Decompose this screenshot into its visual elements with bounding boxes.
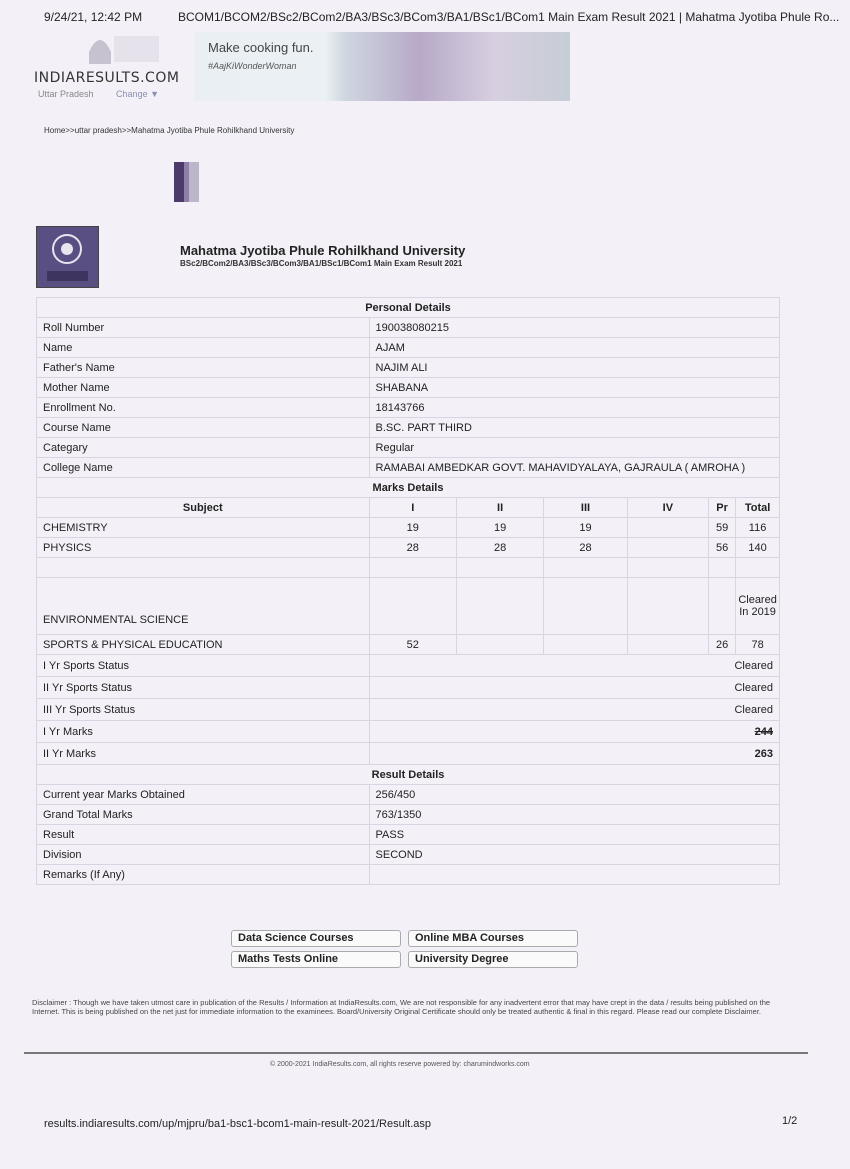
table-row: [37, 458, 780, 478]
print-page-number: 1/2: [782, 1115, 798, 1127]
field-label: Categary: [37, 438, 370, 458]
status-label: II Yr Marks: [37, 743, 370, 765]
table-row: [37, 825, 780, 845]
maths-tests-online-link[interactable]: Maths Tests Online: [231, 951, 401, 968]
field-value: PASS: [369, 825, 779, 845]
table-row: [37, 418, 780, 438]
mark-cell: [627, 538, 708, 558]
field-value: SECOND: [369, 845, 779, 865]
mark-cell: 28: [456, 538, 543, 558]
column-header: III: [544, 498, 627, 518]
subject-name: SPORTS & PHYSICAL EDUCATION: [37, 635, 370, 655]
copyright-text: © 2000-2021 IndiaResults.com, all rights reserve powered by: charumindworks.com: [270, 1061, 530, 1068]
table-row: [37, 318, 780, 338]
table-row: [37, 358, 780, 378]
mark-cell: [369, 578, 456, 635]
mark-cell: 26: [709, 635, 736, 655]
field-value: NAJIM ALI: [369, 358, 779, 378]
field-value: RAMABAI AMBEDKAR GOVT. MAHAVIDYALAYA, GAJRAULA ( AMROHA ): [369, 458, 779, 478]
table-row: [37, 743, 780, 765]
total-cell: 78: [736, 635, 780, 655]
table-row: [37, 578, 780, 635]
mark-cell: [627, 518, 708, 538]
exam-title: BSc2/BCom2/BA3/BSc3/BCom3/BA1/BSc1/BCom1 Main Exam Result 2021: [180, 259, 463, 268]
field-value: Regular: [369, 438, 779, 458]
breadcrumb-state[interactable]: uttar pradesh: [74, 126, 122, 135]
field-label: Course Name: [37, 418, 370, 438]
column-header: IV: [627, 498, 708, 518]
mark-cell: 19: [544, 518, 627, 538]
print-footer-url: results.indiaresults.com/up/mjpru/ba1-bsc1-bcom1-main-result-2021/Result.asp: [44, 1118, 431, 1130]
mark-cell: [456, 635, 543, 655]
thumbnail-image: [174, 162, 199, 202]
table-row: [37, 558, 780, 578]
state-selector[interactable]: [38, 89, 159, 99]
table-row: [37, 721, 780, 743]
subject-name: ENVIRONMENTAL SCIENCE: [37, 578, 370, 635]
university-name: Mahatma Jyotiba Phule Rohilkhand University: [180, 243, 466, 258]
field-label: Name: [37, 338, 370, 358]
table-row: [37, 865, 780, 885]
column-header: I: [369, 498, 456, 518]
mark-cell: 19: [456, 518, 543, 538]
mark-cell: [627, 635, 708, 655]
field-label: College Name: [37, 458, 370, 478]
mark-cell: 59: [709, 518, 736, 538]
field-value: 256/450: [369, 785, 779, 805]
personal-details-heading: Personal Details: [37, 298, 780, 318]
status-label: III Yr Sports Status: [37, 699, 370, 721]
column-header-subject: Subject: [37, 498, 370, 518]
table-row: [37, 338, 780, 358]
result-table: [36, 297, 780, 885]
subject-name: CHEMISTRY: [37, 518, 370, 538]
print-datetime: 9/24/21, 12:42 PM: [44, 10, 143, 24]
column-header: Pr: [709, 498, 736, 518]
status-value: Cleared: [369, 677, 779, 699]
empty-cell: [37, 558, 370, 578]
footer-divider: [24, 1052, 808, 1054]
mark-cell: [544, 635, 627, 655]
breadcrumb-home[interactable]: Home: [44, 126, 66, 135]
status-label: I Yr Marks: [37, 721, 370, 743]
field-label: Roll Number: [37, 318, 370, 338]
marks-header-row: [37, 498, 780, 518]
table-row: [37, 845, 780, 865]
disclaimer-text: Disclaimer : Though we have taken utmost care in publication of the Results / Information at IndiaResults.com, We are not responsible for any inadvertent error that may have crept in the data / results being published on the Internet. This is being published on the net just for immediate information to the examinees. Board/University Original Certificate should only be treated authentic & final in this regard. Please read our complete Disclaimer.: [32, 998, 771, 1016]
field-label: Current year Marks Obtained: [37, 785, 370, 805]
banner-headline: Make cooking fun.: [208, 40, 314, 55]
table-row: [37, 438, 780, 458]
field-value: 763/1350: [369, 805, 779, 825]
status-value: Cleared: [369, 699, 779, 721]
status-value: 244: [369, 721, 779, 743]
column-header: II: [456, 498, 543, 518]
breadcrumb-university: Mahatma Jyotiba Phule Rohilkhand University: [131, 126, 295, 135]
mark-cell: 28: [369, 538, 456, 558]
breadcrumb: [44, 126, 294, 135]
table-row: [37, 677, 780, 699]
subject-name: PHYSICS: [37, 538, 370, 558]
university-degree-link[interactable]: University Degree: [408, 951, 578, 968]
table-row: [37, 518, 780, 538]
result-details-heading: Result Details: [37, 765, 780, 785]
column-header: Total: [736, 498, 780, 518]
status-label: I Yr Sports Status: [37, 655, 370, 677]
mark-cell: [627, 578, 708, 635]
breadcrumb-separator: >>: [65, 126, 75, 135]
mark-cell: 52: [369, 635, 456, 655]
mark-cell: [709, 578, 736, 635]
field-value: [369, 865, 779, 885]
breadcrumb-separator: >>: [121, 126, 132, 135]
state-name: Uttar Pradesh: [38, 89, 94, 99]
field-label: Mother Name: [37, 378, 370, 398]
field-label: Grand Total Marks: [37, 805, 370, 825]
print-page-title: BCOM1/BCOM2/BSc2/BCom2/BA3/BSc3/BCom3/BA1/BSc1/BCom1 Main Exam Result 2021 | Mahatma Jyotiba Phule Ro...: [178, 10, 840, 24]
field-label: Remarks (If Any): [37, 865, 370, 885]
mark-cell: [544, 578, 627, 635]
field-value: B.SC. PART THIRD: [369, 418, 779, 438]
mark-cell: 56: [709, 538, 736, 558]
table-row: [37, 378, 780, 398]
marks-details-heading: Marks Details: [37, 478, 780, 498]
mark-cell: [456, 578, 543, 635]
site-logo[interactable]: INDIARESULTS.COM: [34, 70, 180, 86]
field-label: Division: [37, 845, 370, 865]
online-mba-courses-link[interactable]: Online MBA Courses: [408, 930, 578, 947]
table-row: [37, 398, 780, 418]
change-state-link[interactable]: Change ▼: [116, 89, 159, 99]
status-value: 263: [369, 743, 779, 765]
university-emblem: [36, 226, 99, 288]
table-row: [37, 635, 780, 655]
field-value: SHABANA: [369, 378, 779, 398]
banner-hashtag: #AajKiWonderWoman: [208, 61, 297, 71]
table-row: [37, 785, 780, 805]
data-science-courses-link[interactable]: Data Science Courses: [231, 930, 401, 947]
status-label: II Yr Sports Status: [37, 677, 370, 699]
total-cell: 140: [736, 538, 780, 558]
field-value: 190038080215: [369, 318, 779, 338]
field-label: Father's Name: [37, 358, 370, 378]
total-cell: Cleared In 2019: [736, 578, 780, 635]
table-row: [37, 655, 780, 677]
field-value: 18143766: [369, 398, 779, 418]
table-row: [37, 699, 780, 721]
field-label: Enrollment No.: [37, 398, 370, 418]
field-value: AJAM: [369, 338, 779, 358]
mark-cell: 28: [544, 538, 627, 558]
status-value: Cleared: [369, 655, 779, 677]
table-row: [37, 538, 780, 558]
mark-cell: 19: [369, 518, 456, 538]
field-label: Result: [37, 825, 370, 845]
table-row: [37, 805, 780, 825]
emblem-icon: [37, 227, 98, 287]
total-cell: 116: [736, 518, 780, 538]
